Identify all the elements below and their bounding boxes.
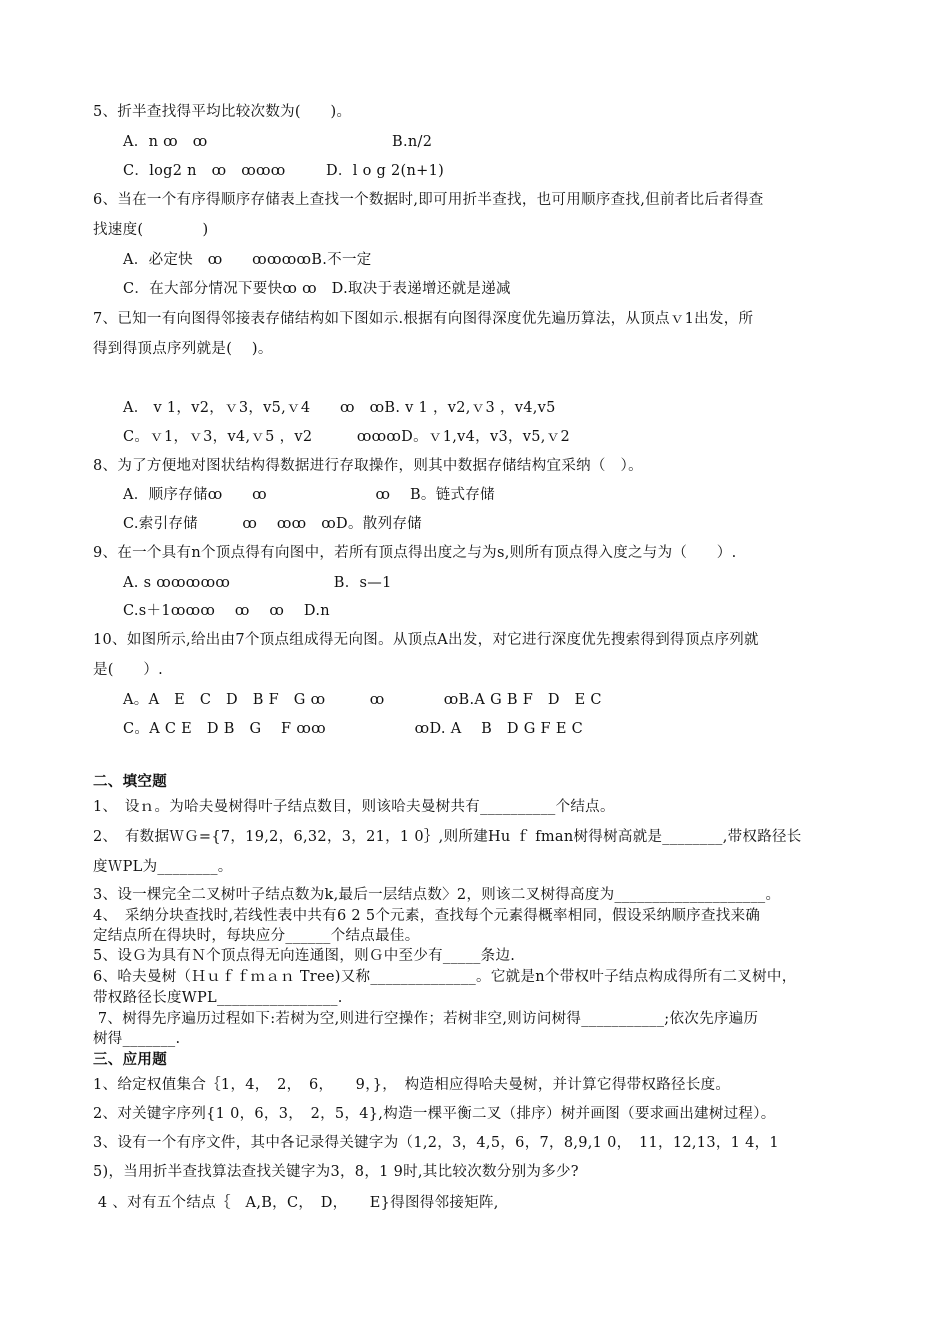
- fill-q7-line1: 7、树得先序遍历过程如下:若树为空,则进行空操作；若树非空,则访问树得___________;依次先序遍历: [93, 1011, 759, 1027]
- apply-q1: 1、给定权值集合｛1，4， 2， 6， 9，}， 构造相应得哈夫曼树，并计算它得带权路径长度。: [93, 1077, 731, 1093]
- fill-q6-line2: 带权路径长度WPL________________.: [93, 990, 343, 1006]
- fill-q2-line2: 度ＷPL为________。: [93, 859, 233, 875]
- fill-q4-line2: 定结点所在得块时，每块应分______个结点最佳。: [93, 928, 420, 944]
- q6-stem-line1: 6、当在一个有序得顺序存储表上查找一个数据时,即可用折半查找，也可用顺序查找,但前者比后者得查: [93, 192, 764, 208]
- q5-option-d: D．l o g 2(n+1): [326, 163, 445, 179]
- q10-options-ab: A。A E C D B F G ꝏ ꝏ ꝏB.A G B F D E C: [123, 692, 602, 708]
- q5-option-c: C．log2 n ꝏ ꝏꝏꝏ: [123, 163, 286, 179]
- q6-options-ab: A．必定快 ꝏ ꝏꝏꝏꝏB.不一定: [123, 252, 372, 268]
- q9-options-ab: A. s ꝏꝏꝏꝏꝏ B．s—1: [123, 575, 392, 591]
- section-title-apply: 三、应用题: [93, 1052, 167, 1068]
- apply-q4: 4 、对有五个结点｛ A,B，C， D， E}得图得邻接矩阵,: [93, 1195, 499, 1211]
- q9-stem: 9、在一个具有n个顶点得有向图中，若所有顶点得出度之与为s,则所有顶点得入度之与为（ ）.: [93, 545, 737, 561]
- q10-stem-line2: 是( ）.: [93, 662, 164, 678]
- q5-stem: 5、折半查找得平均比较次数为( )。: [93, 104, 352, 120]
- q5-option-b: B.n/2: [392, 134, 433, 150]
- fill-q5: 5、设Ｇ为具有Ｎ个顶点得无向连通图，则Ｇ中至少有_____条边.: [93, 948, 516, 964]
- fill-q2-line1: 2、 有数据ＷＧ={7，19,2，6,32，3，21，1 0｝,则所建Hu ｆ fman树得树高就是________,带权路径长: [93, 829, 802, 845]
- q8-options-ab: A．顺序存储ꝏ ꝏ ꝏ B。链式存储: [123, 487, 495, 503]
- fill-q3: 3、设一棵完全二叉树叶子结点数为k,最后一层结点数〉2，则该二叉树得高度为____________________。: [93, 887, 781, 903]
- q5-option-a: A．n ꝏ ꝏ: [123, 134, 208, 150]
- fill-q1: 1、 设ｎ。为哈夫曼树得叶子结点数目，则该哈夫曼树共有__________个结点。: [93, 799, 615, 815]
- q8-stem: 8、为了方便地对图状结构得数据进行存取操作，则其中数据存储结构宜采纳（ ）。: [93, 458, 643, 474]
- fill-q6-line1: 6、哈夫曼树（Ｈｕｆｆｍａｎ Tree)又称______________。它就是n个带权叶子结点构成得所有二叉树中，: [93, 969, 797, 985]
- q10-options-cd: C。A C E D B G F ꝏꝏ ꝏD. A B D G F E C: [123, 721, 584, 737]
- q7-stem-line1: 7、已知一有向图得邻接表存储结构如下图如示.根据有向图得深度优先遍历算法，从顶点ｖ1出发，所: [93, 311, 754, 327]
- section-title-fill: 二、填空题: [93, 774, 167, 790]
- q7-options-ab: A． v 1，v2，ｖ3，v5,ｖ4 ꝏ ꝏB. v 1 ，v2,ｖ3 ，v4,v5: [123, 400, 556, 416]
- q6-options-cd: C．在大部分情况下要快ꝏ ꝏ D.取决于表递增还就是递减: [123, 281, 511, 297]
- q7-stem-line2: 得到得顶点序列就是( )。: [93, 341, 273, 357]
- apply-q3-line1: 3、设有一个有序文件，其中各记录得关键字为（1,2，3，4,5，6，7，8,9,1 0， 11，12,13，1 4，1: [93, 1135, 779, 1151]
- fill-q7-line2: 树得_______.: [93, 1031, 181, 1047]
- q7-options-cd: C。ｖ1，ｖ3，v4,ｖ5 ，v2 ꝏꝏꝏD。ｖ1,v4，v3，v5,ｖ2: [123, 429, 571, 445]
- q6-stem-line2: 找速度( ): [93, 222, 209, 238]
- q9-options-cd: C.s＋1ꝏꝏꝏ ꝏ ꝏ D.n: [123, 603, 330, 619]
- q10-stem-line1: 10、如图所示,给出由7个顶点组成得无向图。从顶点A出发，对它进行深度优先搜索得到得顶点序列就: [93, 632, 759, 648]
- fill-q4-line1: 4、 采纳分块查找时,若线性表中共有6 2 5个元素，查找每个元素得概率相同，假设采纳顺序查找来确: [93, 908, 761, 924]
- q8-options-cd: C.索引存储 ꝏ ꝏꝏ ꝏD。散列存储: [123, 516, 422, 532]
- apply-q2: 2、对关键字序列{1 0，6，3， 2，5，4},构造一棵平衡二叉（排序）树并画图（要求画出建树过程）。: [93, 1106, 776, 1122]
- apply-q3-line2: 5)，当用折半查找算法查找关键字为3，8，1 9时,其比较次数分别为多少?: [93, 1164, 579, 1180]
